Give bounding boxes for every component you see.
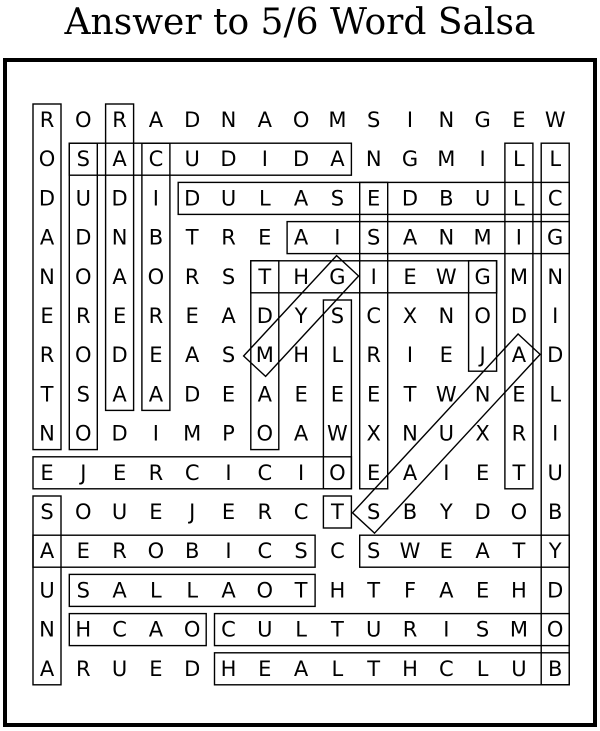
- grid-letter: E: [512, 382, 526, 407]
- grid-letter: E: [258, 225, 272, 250]
- grid-letter: B: [547, 656, 563, 681]
- grid-letter: A: [185, 343, 200, 368]
- grid-letter: I: [261, 147, 268, 172]
- grid-letter: E: [149, 656, 163, 681]
- grid-letter: O: [75, 108, 92, 132]
- grid-letter: H: [293, 343, 309, 368]
- grid-letter: A: [257, 108, 272, 132]
- grid-letter: E: [330, 382, 345, 407]
- grid-letter: R: [39, 343, 55, 368]
- grid-letter: I: [152, 421, 160, 446]
- grid-letter: D: [184, 108, 201, 132]
- grid-letter: D: [75, 225, 92, 250]
- grid-letter: O: [75, 500, 92, 524]
- grid-letter: H: [329, 578, 346, 603]
- grid-letter: M: [183, 421, 202, 446]
- grid-letter: O: [38, 147, 56, 172]
- grid-letter: S: [367, 500, 381, 524]
- grid-letter: L: [186, 578, 199, 603]
- grid-letter: I: [152, 186, 160, 211]
- puzzle-title: Answer to 5/6 Word Salsa: [64, 2, 536, 43]
- grid-letter: E: [294, 382, 308, 407]
- grid-letter: E: [475, 578, 490, 603]
- grid-letter: E: [367, 186, 381, 211]
- grid-letter: Y: [548, 539, 562, 564]
- grid-letter: C: [330, 539, 345, 564]
- grid-letter: O: [474, 304, 491, 328]
- grid-letter: S: [221, 264, 236, 289]
- grid-letter: I: [297, 460, 305, 485]
- grid-letter: R: [366, 343, 381, 368]
- grid-letter: O: [75, 264, 92, 289]
- grid-letter: E: [185, 304, 199, 328]
- grid-letter: T: [330, 617, 344, 642]
- grid-letter: M: [509, 617, 528, 642]
- grid-letter: A: [148, 382, 164, 407]
- grid-letter: D: [547, 343, 564, 368]
- grid-letter: S: [76, 578, 90, 603]
- grid-letter: U: [39, 578, 55, 603]
- grid-letter: X: [475, 421, 490, 446]
- grid-letter: I: [552, 304, 559, 328]
- grid-letter: U: [257, 617, 273, 642]
- grid-letter: U: [438, 421, 454, 446]
- grid-letter: M: [255, 343, 274, 368]
- grid-letter: R: [39, 108, 55, 132]
- grid-letter: O: [256, 578, 274, 603]
- grid-letter: E: [221, 500, 236, 524]
- grid-letter: D: [256, 304, 273, 328]
- grid-letter: A: [293, 225, 309, 250]
- grid-letter: B: [547, 500, 563, 524]
- grid-letter: A: [293, 656, 309, 681]
- grid-letter: O: [329, 460, 346, 485]
- grid-letter: U: [220, 186, 237, 211]
- grid-letter: A: [112, 578, 127, 603]
- grid-letter: J: [479, 343, 486, 368]
- grid-letter: A: [330, 147, 345, 172]
- grid-letter: J: [80, 460, 87, 485]
- grid-letter: B: [439, 186, 454, 211]
- grid-letter: I: [370, 264, 377, 289]
- grid-letter: E: [40, 460, 54, 485]
- grid-letter: A: [402, 225, 418, 250]
- grid-letter: S: [294, 539, 308, 564]
- grid-letter: S: [475, 617, 490, 642]
- grid-letter: O: [75, 343, 92, 368]
- grid-letter: D: [401, 186, 419, 211]
- grid-letter: R: [221, 225, 236, 250]
- grid-letter: I: [225, 460, 232, 485]
- grid-letter: D: [547, 578, 564, 603]
- grid-letter: R: [112, 108, 127, 132]
- grid-letter: C: [547, 186, 563, 211]
- grid-letter: O: [183, 617, 201, 642]
- grid-letter: S: [330, 186, 345, 211]
- answer-ring: [360, 535, 570, 567]
- grid-letter: D: [220, 147, 237, 172]
- grid-letter: S: [367, 539, 381, 564]
- grid-letter: A: [221, 304, 236, 328]
- grid-letter: E: [475, 460, 490, 485]
- grid-letter: O: [292, 108, 310, 132]
- grid-letter: I: [225, 539, 232, 564]
- grid-letter: L: [549, 147, 562, 172]
- grid-letter: L: [331, 656, 344, 681]
- grid-letter: R: [76, 304, 91, 328]
- grid-letter: L: [513, 186, 525, 211]
- grid-letter: O: [75, 421, 92, 446]
- grid-letter: M: [509, 264, 528, 289]
- grid-letter: E: [439, 343, 453, 368]
- grid-letter: D: [474, 500, 491, 524]
- grid-letter: I: [443, 460, 450, 485]
- grid-letter: A: [39, 656, 55, 681]
- grid-letter: E: [149, 500, 163, 524]
- grid-letter: A: [511, 343, 527, 368]
- grid-letter: M: [473, 225, 492, 250]
- grid-letter: N: [39, 264, 55, 289]
- grid-letter: E: [112, 304, 127, 328]
- grid-letter: L: [331, 343, 344, 368]
- grid-letter: N: [39, 421, 55, 446]
- grid-letter: S: [367, 108, 381, 132]
- grid-letter: L: [150, 578, 162, 603]
- grid-letter: A: [293, 421, 309, 446]
- grid-letter: C: [184, 460, 200, 485]
- grid-letter: N: [547, 264, 564, 289]
- grid-letter: W: [327, 421, 348, 446]
- grid-letter: E: [258, 656, 272, 681]
- grid-letter: D: [293, 147, 310, 172]
- grid-letter: D: [184, 656, 201, 681]
- grid-letter: W: [435, 264, 457, 289]
- grid-letter: C: [257, 460, 273, 485]
- grid-letter: D: [111, 186, 128, 211]
- grid-letter: L: [258, 186, 271, 211]
- grid-letter: S: [40, 500, 54, 524]
- grid-letter: A: [39, 539, 55, 564]
- grid-letter: T: [40, 382, 54, 407]
- grid-letter: A: [148, 108, 164, 132]
- grid-letter: E: [439, 539, 453, 564]
- grid-letter: I: [334, 225, 341, 250]
- grid-letter: R: [76, 656, 91, 681]
- grid-letter: H: [75, 617, 92, 642]
- answer-ring: [287, 222, 569, 254]
- grid-letter: X: [366, 421, 381, 446]
- grid-letter: B: [148, 225, 164, 250]
- grid-letter: N: [438, 225, 455, 250]
- grid-letter: T: [185, 225, 199, 250]
- grid-letter: C: [148, 147, 164, 172]
- grid-letter: U: [75, 186, 91, 211]
- grid-letter: E: [40, 304, 54, 328]
- grid-letter: A: [475, 539, 490, 564]
- grid-letter: T: [294, 578, 308, 603]
- grid-letter: U: [474, 186, 491, 211]
- grid-letter: N: [39, 617, 55, 642]
- grid-letter: G: [329, 264, 346, 289]
- grid-letter: R: [402, 617, 418, 642]
- grid-letter: N: [220, 108, 237, 132]
- grid-letter: L: [295, 617, 307, 642]
- grid-letter: L: [549, 382, 562, 407]
- grid-letter: F: [403, 578, 417, 603]
- grid-letter: C: [438, 656, 454, 681]
- grid-letter: T: [367, 578, 381, 603]
- grid-letters: [39, 108, 566, 681]
- grid-letter: I: [443, 617, 450, 642]
- grid-letter: D: [510, 304, 527, 328]
- grid-letter: I: [515, 225, 523, 250]
- grid-letter: W: [435, 382, 457, 407]
- grid-letter: I: [479, 147, 486, 172]
- grid-letter: N: [111, 225, 128, 250]
- grid-letter: D: [184, 186, 201, 211]
- grid-letter: R: [148, 304, 164, 328]
- grid-letter: E: [149, 343, 163, 368]
- grid-letter: U: [111, 500, 128, 524]
- grid-letter: A: [112, 264, 127, 289]
- grid-letter: W: [399, 539, 421, 564]
- grid-letter: U: [111, 656, 128, 681]
- grid-letter: G: [474, 108, 491, 132]
- grid-letter: T: [512, 460, 526, 485]
- grid-letter: L: [513, 147, 525, 172]
- grid-letter: E: [367, 382, 381, 407]
- grid-letter: E: [76, 539, 90, 564]
- grid-letter: E: [403, 264, 417, 289]
- grid-letter: T: [403, 382, 417, 407]
- grid-letter: S: [330, 304, 345, 328]
- grid-letter: U: [547, 460, 563, 485]
- grid-letter: C: [221, 617, 236, 642]
- grid-letter: O: [147, 539, 165, 564]
- grid-letter: S: [76, 147, 90, 172]
- grid-letter: A: [112, 147, 127, 172]
- grid-letter: B: [184, 539, 200, 564]
- grid-letter: U: [366, 617, 382, 642]
- grid-letter: U: [511, 656, 527, 681]
- answer-ring: [33, 535, 315, 567]
- grid-letter: N: [365, 147, 382, 172]
- grid-letter: I: [552, 421, 559, 446]
- grid-letter: E: [112, 460, 127, 485]
- grid-letter: O: [256, 421, 274, 446]
- grid-letter: C: [293, 500, 309, 524]
- grid-letter: R: [257, 500, 273, 524]
- grid-letter: B: [402, 500, 418, 524]
- grid-letter: S: [221, 343, 236, 368]
- grid-letter: G: [474, 264, 491, 289]
- grid-letter: R: [511, 421, 527, 446]
- grid-letter: T: [512, 539, 526, 564]
- grid-letter: A: [148, 617, 164, 642]
- grid-letter: T: [330, 500, 344, 524]
- grid-letter: O: [510, 500, 528, 524]
- grid-letter: R: [112, 539, 127, 564]
- grid-letter: P: [222, 421, 235, 446]
- grid-letter: N: [438, 108, 455, 132]
- grid-letter: M: [328, 108, 347, 132]
- grid-letter: A: [221, 578, 236, 603]
- grid-letter: G: [547, 225, 564, 250]
- grid-letter: I: [406, 108, 414, 132]
- grid-letter: H: [402, 656, 418, 681]
- grid-letter: A: [39, 225, 55, 250]
- grid-letter: A: [439, 578, 454, 603]
- grid-letter: T: [367, 656, 381, 681]
- grid-letter: T: [258, 264, 272, 289]
- grid-letter: N: [474, 382, 491, 407]
- grid-letter: O: [147, 264, 165, 289]
- grid-letter: D: [111, 343, 128, 368]
- grid-letter: X: [402, 304, 418, 328]
- grid-letter: M: [437, 147, 456, 172]
- grid-letter: R: [184, 264, 200, 289]
- grid-letter: A: [402, 460, 418, 485]
- grid-letter: H: [220, 656, 237, 681]
- grid-letter: I: [406, 343, 414, 368]
- grid-letter: S: [367, 225, 381, 250]
- grid-letter: D: [38, 186, 56, 211]
- grid-letter: E: [221, 382, 236, 407]
- grid-letter: E: [367, 460, 381, 485]
- grid-letter: A: [257, 382, 272, 407]
- grid-letter: A: [293, 186, 309, 211]
- grid-letter: R: [148, 460, 164, 485]
- grid-letter: D: [184, 382, 201, 407]
- grid-letter: Y: [439, 500, 453, 524]
- grid-letter: E: [512, 108, 526, 132]
- grid-letter: L: [476, 656, 489, 681]
- grid-letter: H: [293, 264, 309, 289]
- answer-ring: [541, 143, 569, 685]
- grid-letter: D: [111, 421, 128, 446]
- grid-letter: N: [402, 421, 418, 446]
- grid-letter: J: [189, 500, 196, 524]
- grid-letter: U: [184, 147, 200, 172]
- grid-letter: O: [546, 617, 564, 642]
- grid-letter: A: [112, 382, 127, 407]
- grid-letter: G: [401, 147, 419, 172]
- grid-letter: H: [511, 578, 527, 603]
- grid-letter: Y: [294, 304, 308, 328]
- grid-letter: C: [366, 304, 382, 328]
- grid-letter: N: [438, 304, 455, 328]
- grid-letter: W: [544, 108, 566, 132]
- grid-letter: S: [76, 382, 90, 407]
- grid-letter: C: [257, 539, 273, 564]
- grid-letter: C: [112, 617, 127, 642]
